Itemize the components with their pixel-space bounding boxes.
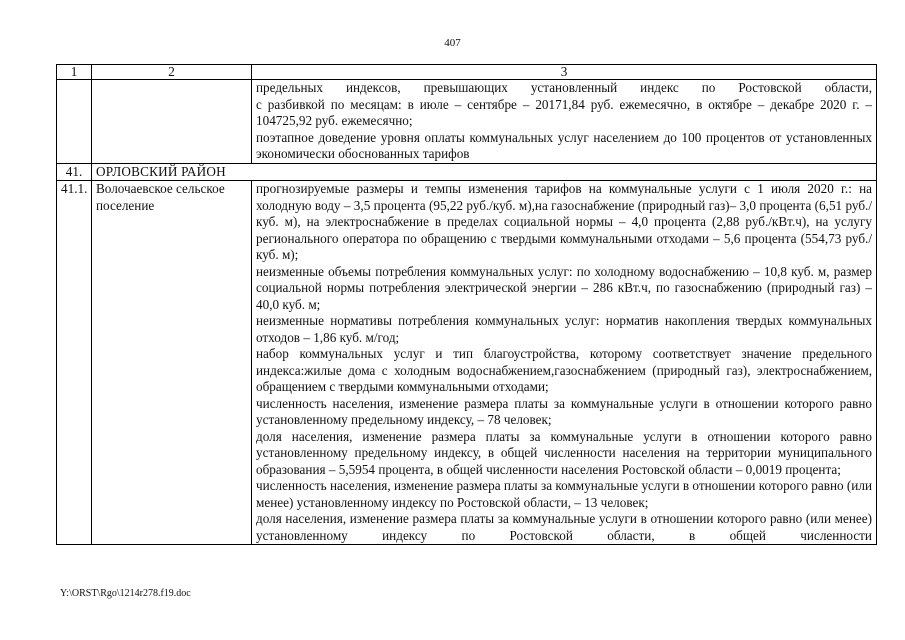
settlement-text-cell: [252, 181, 877, 545]
district-row: [57, 163, 877, 181]
continuation-text-cell: [252, 80, 877, 164]
settlement-paragraph: прогнозируемые размеры и темпы изменения тарифов на коммунальные услуги с 1 июля 2020 г.: на холодную воду – 3,5 процента (95,22 руб./куб. м),на газоснабжение (природный газ)– 3,0 процента (6,51 руб./куб. м), на электроснабжение в пределах социальной нормы – 4,0 процента (2,88 руб./кВт.ч), на услугу регионального оператора по обращению с твердыми коммунальными отходами – 5,6 процента (554,73 руб./куб. м);: [256, 181, 872, 262]
continuation-name-cell: [92, 80, 252, 164]
continuation-line: предельных индексов, превышающих установленный индекс по Ростовской области,: [256, 80, 872, 95]
continuation-paragraph: с разбивкой по месяцам: в июле – сентябре – 20171,84 руб. ежемесячно, в октябре – декабре 2020 г. – 104725,92 руб. ежемесячно;: [256, 96, 872, 128]
continuation-number-cell: [57, 80, 92, 164]
settlement-paragraph: доля населения, изменение размера платы за коммунальные услуги в отношении которого равно установленному предельному индексу, в общей численности населения на территории муниципального образования – 5,5954 процента, в общей численности населения Ростовской области – 0,0019 процента;: [256, 428, 872, 477]
settlement-paragraph-continued: доля населения, изменение размера платы за коммунальные услуги в отношении которого равно (или менее) установленному индексу по Ростовской области, в общей численности: [256, 511, 872, 543]
column-header-1: 1: [57, 65, 92, 80]
document-table: [56, 64, 877, 545]
column-header-2: 2: [92, 65, 252, 80]
continuation-row: [57, 80, 877, 164]
settlement-number: 41.1.: [57, 181, 92, 545]
settlement-paragraph: набор коммунальных услуг и тип благоустройства, которому соответствует значение предельного индекса:жилые дома с холодным водоснабжением,газоснабжением (природный газ), электроснабжением, обращением с твердыми коммунальными отходами;: [256, 346, 872, 394]
column-header-3: 3: [252, 65, 877, 80]
file-path-footer: Y:\ORST\Rgo\1214r278.f19.doc: [60, 588, 191, 599]
page-number: 407: [444, 37, 461, 49]
district-name: ОРЛОВСКИЙ РАЙОН: [92, 163, 877, 181]
settlement-paragraph: неизменные объемы потребления коммунальных услуг: по холодному водоснабжению – 10,8 куб. м, размер социальной нормы потребления электрической энергии – 286 кВт.ч, по газоснабжению (природный газ) – 40,0 куб. м;: [256, 263, 872, 312]
settlement-row: [57, 181, 877, 545]
settlement-paragraph: неизменные нормативы потребления коммунальных услуг: норматив накопления твердых коммунальных отходов – 1,86 куб. м/год;: [256, 313, 872, 345]
settlement-paragraph: численность населения, изменение размера платы за коммунальные услуги в отношении которого равно (или менее) установленному индексу по Ростовской области, – 13 человек;: [256, 478, 872, 510]
settlement-name: Волочаевское сельское поселение: [92, 181, 252, 545]
table-header-row: [57, 65, 877, 80]
district-number: 41.: [57, 163, 92, 181]
continuation-paragraph: поэтапное доведение уровня оплаты коммунальных услуг населением до 100 процентов от установленных экономически обоснованных тарифов: [256, 129, 872, 161]
settlement-paragraph: численность населения, изменение размера платы за коммунальные услуги в отношении которого равно установленному предельному индексу, – 78 человек;: [256, 395, 872, 427]
